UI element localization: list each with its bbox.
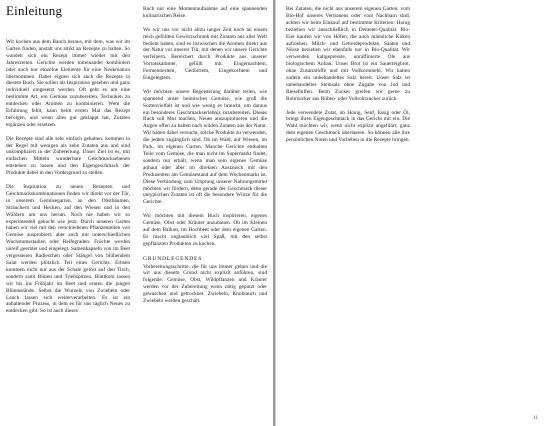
paragraph: Wo wir uns vor nicht allzu langer Zeit noch an einem reich gefüllten Gewürzschrank mit Zutaten aus aller Welt bedient haben, sind es inzwischen die Aromen direkt aus der Natur vor unserer Tür, mit denen wir unsere Gerichte verfeinern. Bereichert durch Produkte aus unserer Vorratskammer, gefüllt mit Eingemachtem, Fermentiertem, Gedörrtem, Eingekochtem und Eingelegtem. xyxy=(143,26,267,82)
paragraph: Buch nur eine Momentaufnahme auf eine spannenden kulinarischen Reise. xyxy=(143,6,267,19)
paragraph: Die Inspiration zu neuen Rezepten und Geschmackskombinationen finden wir direkt vor der Tür, in unserem Gemüsegarten, an den Obstbäumen, Sträuchern und Hecken, auf den Wiesen und in den Wäldern um uns herum. Noch nie haben wir so experimentell gekocht wie jetzt. Durch unseren Garten haben wir viel mit den verschiedenen Pflanzenteilen von Gemüse ausprobiert, aber auch mit unterschiedlichen Wachstumsstadien oder Reifegraden. Früchte werden unreif geerntet und eingelegt. Samenkapseln von im Beet vergessenen Radieschen oder Stängel von blühendem Salat werden plötzlich Teil eines Gerichts. Erbsen kommen nicht nur aus der Schale gelöst auf den Tisch, sondern samt Blüten und Triebspitzen. Blattkohl lassen wir bis ins Frühjahr im Beet und ernten die jungen Blütenstände. Selbst die Wurzeln von Zwiebeln oder Lauch lassen sich weiterverarbeiten. Es ist ein anhaltender Prozess, in dem es für uns täglich Neues zu entdecken gibt. So ist auch dieses xyxy=(6,184,130,315)
paragraph: Wir möchten unsere Begeisterung darüber teilen, wie spannend unser heimisches Gemüse, wie groß die Sortenvielfalt ist und wie wenig es braucht, um daraus ein besonderes Geschmackserlebnis zuzubereiten. Dieses Buch soll Mut machen, Neues auszuprobieren und die Augen offen zu halten nach wilden Zutaten aus der Natur. Wir haben dabei versucht, solche Produkte zu verwenden, die jedem zugänglich sind. Ob im Wald, auf Wiesen, im Park, im eigenen Garten. Manche Gerichte enthalten Teile vom Gemüse, die man nicht im Supermarkt findet, sondern nur erhält, wenn man sein eigenes Gemüse anbaut oder aber im direkten Austausch mit den Produzenten am Gemüsestand auf dem Wochenmarkt ist. Diese Verbindung zum Ursprung unserer Nahrungsmittel möchten wir fördern, denn gerade der Geschmack dieser untypischen Zutaten ist oft die besondere Würze für die Gerichte. xyxy=(143,88,267,206)
page-title: Einleitung xyxy=(6,3,63,18)
paragraph: Wir kochen aus dem Bauch heraus, mit dem, was wir im Garten finden, anstatt uns strikt an Rezepte zu halten. So wandelt sich ein Rezept immer wieder mit den Jahreszeiten. Gerichte werden miteinander kombiniert oder auch nur einzelne Elemente für eine Neukreation übernommen. Daher eignen sich auch die Rezepte in diesem Buch. Sie sollen als Inspiration gesehen und ganz individuell umgesetzt werden. Oft geht es um eine bestimmte Art, ein Gemüse zuzubereiten, Techniken zu entdecken oder Aromen zu kombinieren. Wem die Erfahrung fehlt, kann beim ersten Mal das Rezept befolgen, und wenn alles gut geklappt hat, Zutaten ergänzen oder ersetzen. xyxy=(6,39,130,128)
left-page-column-2 xyxy=(143,6,267,312)
page-number: 11 xyxy=(533,416,538,421)
right-page-column xyxy=(286,6,410,151)
left-page-column-1 xyxy=(6,39,130,322)
right-page xyxy=(275,0,546,426)
paragraph: Die Rezepte sind alle sehr einfach gehalten, kommen in der Regel mit wenigen als zehn Zutaten aus und sind unkompliziert in der Zubereitung. Unser Ziel ist es, mit einfachen Mitteln wunderbare Geschmacksebenen entstehen zu lassen und den Eigengeschmack der Produkte dabei in den Vordergrund zu stellen. xyxy=(6,135,130,177)
paragraph: Bei Zutaten, die nicht aus unserem eigenen Garten, vom Bio-Hof unseres Vertrauens oder vom Nachbarn sind, achten wir beim Einkauf auf bestimmte Kriterien: Honig beziehen wir ausschließlich in Demeter-Qualität. Bio-Eier kaufen wir von Höfen, die auch männliche Küken aufziehen. Milch- und Getreideprodukte, Saaten und Nüsse beziehen wir ebenfalls nur in Bio-Qualität. Wir verwenden kaltgepresste, unraffinierte Öle aus biologischem Anbau. Unser Brot ist ein Sauerteigbrot, ohne Zusatzstoffe und mit Vollkornmehl. Wir halten zudem ein unbehandeltes Salz bereit. Unser Salz ist unbehandeltes Steinsalz ohne Zugabe von Jod und Rieselhilfen. Beim Zucker greifen wir gerne zu Rohrzucker aus Rüben- oder Vollrohrzucker zurück. xyxy=(286,6,410,102)
paragraph: Vorbereitungsschritte, die für uns immer gelten und die wir aus diesem Grund nicht explizit anführen, sind folgende: Gemüse, Obst, Wildpflanzen und Kräuter werden vor der Zubereitung wenn nötig geputzt oder gewaschen und getrocknet. Zwiebeln, Knoblauch und Zwiebeln werden geschält. xyxy=(143,263,267,305)
paragraph: Wir möchten mit diesem Buch inspirieren, eigenes Gemüse, Obst oder Kräuter anzubauen. Ob im Kleinen auf dem Balkon, im Hochbeet oder dem eigenen Garten. Es macht unglaublich viel Spaß, mit den selbst gepflanzten Produkten zu kochen. xyxy=(143,213,267,247)
paragraph: Jede verwendete Zutat, ob Honig, Senf, Essig oder Öl, bringt ihren Eigengeschmack in das Gericht mit ein. Die Wahl möchten wir, wenn nicht explizit angeführt, ganz dem eigenen Geschmack überlassen. So können alle ihre persönlichen Noten und Vorlieben in die Rezepte bringen. xyxy=(286,109,410,144)
section-heading: GRUNDLEGENDES xyxy=(143,255,203,262)
